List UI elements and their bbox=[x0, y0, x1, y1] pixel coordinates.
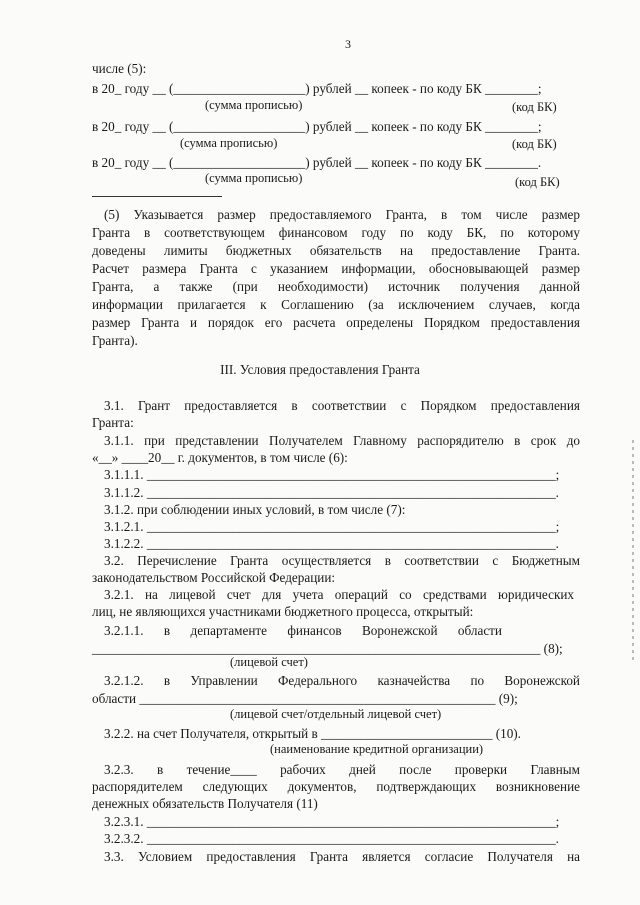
fill-line: 3.1.1.1. ______________________________________________________________; bbox=[104, 467, 560, 482]
caption-kbk: (код БК) bbox=[512, 137, 557, 151]
caption-sum: (сумма прописью) bbox=[205, 98, 303, 112]
paragraph-line: 3.2.1. на лицевой счет для учета операций со средствами юридических bbox=[104, 587, 574, 602]
footnote-line: Гранта). bbox=[92, 333, 138, 348]
section-heading: III. Условия предоставления Гранта bbox=[220, 362, 420, 377]
fill-line: 3.1.2.1. ______________________________________________________________; bbox=[104, 519, 560, 534]
paragraph-line: денежных обязательств Получателя (11) bbox=[92, 796, 318, 811]
paragraph-line: 3.2.1.1. в департаменте финансов Воронежской области bbox=[104, 623, 502, 638]
footnote-line: доведены лимиты бюджетных обязательств на предоставление Гранта. bbox=[92, 243, 580, 258]
footnote-line: информации прилагается к Соглашению (за исключением случаев, когда bbox=[92, 297, 580, 312]
fill-line: 3.1.2.2. ______________________________________________________________. bbox=[104, 536, 559, 551]
paragraph-line: Гранта: bbox=[92, 415, 134, 430]
paragraph-line: 3.1.1. при представлении Получателем Главному распорядителю в срок до bbox=[104, 433, 580, 448]
fill-line: 3.2.3.1. ______________________________________________________________; bbox=[104, 814, 560, 829]
scan-edge-mark bbox=[632, 440, 634, 660]
caption-kbk: (код БК) bbox=[515, 175, 560, 189]
paragraph-line: 3.2.1.2. в Управлении Федерального казначейства по Воронежской bbox=[104, 673, 580, 688]
footnote-rule bbox=[92, 196, 222, 197]
caption-sum: (сумма прописью) bbox=[205, 171, 303, 185]
fill-line: 3.2.2. на счет Получателя, открытый в __________________________ (10). bbox=[104, 726, 521, 741]
caption-account: (лицевой счет/отдельный лицевой счет) bbox=[230, 707, 442, 721]
paragraph-line: 3.3. Условием предоставления Гранта является согласие Получателя на bbox=[104, 849, 580, 864]
paragraph-line: законодательством Российской Федерации: bbox=[92, 570, 336, 585]
amount-line-3: в 20_ году __ (____________________) рублей __ копеек - по коду БК ________. bbox=[92, 155, 542, 170]
paragraph-line: распорядителем следующих документов, подтверждающих возникновение bbox=[92, 779, 580, 794]
paragraph-line: лиц, не являющихся участниками бюджетного процесса, открытый: bbox=[92, 604, 474, 619]
fill-line: 3.1.1.2. ______________________________________________________________. bbox=[104, 485, 559, 500]
footnote-line: (5) Указывается размер предоставляемого Гранта, в том числе размер bbox=[104, 207, 580, 222]
caption-kbk: (код БК) bbox=[512, 100, 557, 114]
footnote-line: Расчет размера Гранта с указанием информации, обосновывающей размер bbox=[92, 261, 580, 276]
caption-bank: (наименование кредитной организации) bbox=[270, 742, 484, 756]
amount-line-1: в 20_ году __ (____________________) рублей __ копеек - по коду БК ________; bbox=[92, 81, 542, 96]
fill-line: 3.2.3.2. ______________________________________________________________. bbox=[104, 831, 559, 846]
paragraph-line: 3.2.3. в течение____ рабочих дней после проверки Главным bbox=[104, 762, 580, 777]
caption-account: (лицевой счет) bbox=[230, 655, 308, 669]
amount-line-2: в 20_ году __ (____________________) рублей __ копеек - по коду БК ________; bbox=[92, 119, 542, 134]
caption-sum: (сумма прописью) bbox=[180, 136, 278, 150]
footnote-line: Гранта, а также (при необходимости) источник получения данной bbox=[92, 279, 580, 294]
fill-line: ____________________________________________________________________ (8); bbox=[92, 641, 563, 656]
footnote-line: Гранта в соответствующем финансовом году по коду БК, по которому bbox=[92, 225, 580, 240]
footnote-line: размер Гранта и порядок его расчета определены Порядком предоставления bbox=[92, 315, 580, 330]
fill-line: области ______________________________________________________ (9); bbox=[92, 691, 518, 706]
paragraph-line: 3.2. Перечисление Гранта осуществляется в соответствии с Бюджетным bbox=[104, 553, 580, 568]
page-number: 3 bbox=[345, 37, 351, 51]
paragraph-line: 3.1.2. при соблюдении иных условий, в том числе (7): bbox=[104, 502, 406, 517]
paragraph-line: 3.1. Грант предоставляется в соответствии с Порядком предоставления bbox=[104, 398, 580, 413]
paragraph-line: «__» ____20__ г. документов, в том числе (6): bbox=[92, 450, 348, 465]
text-line: числе (5): bbox=[92, 61, 147, 76]
